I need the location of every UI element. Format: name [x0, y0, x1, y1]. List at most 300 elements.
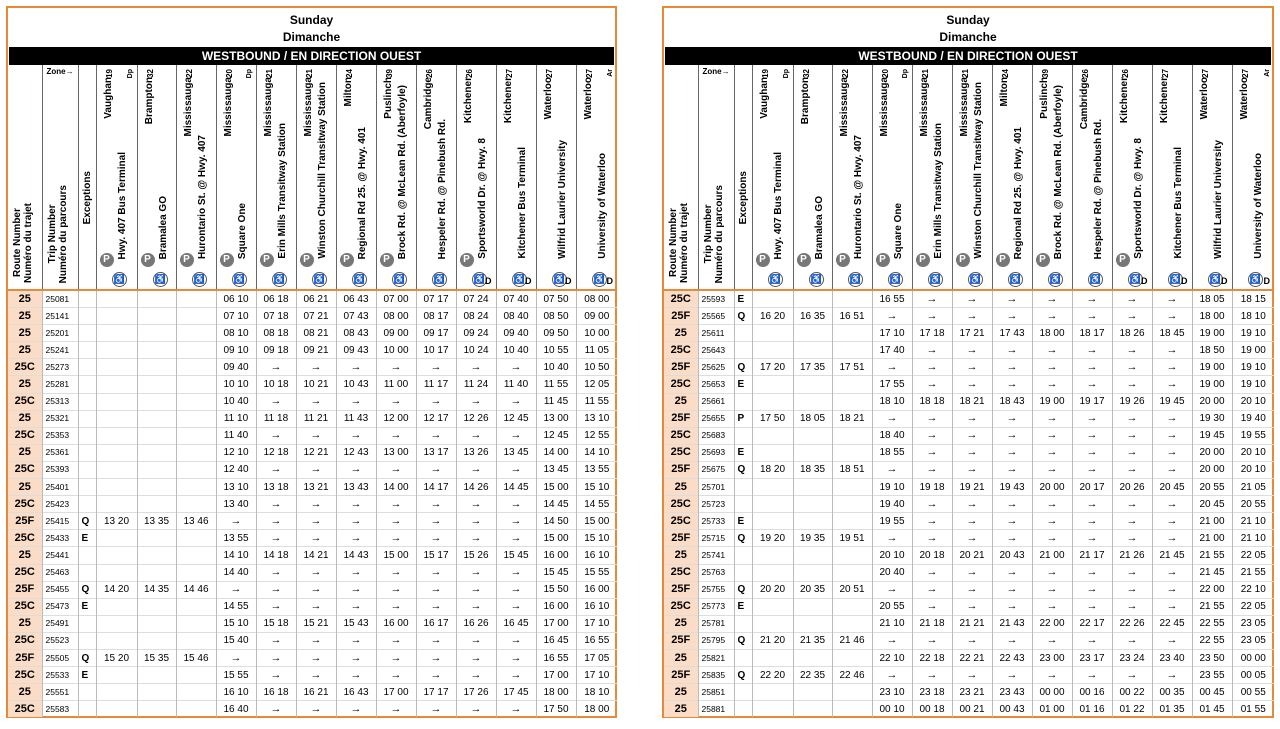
route-cell: 25C	[664, 598, 698, 615]
time-cell	[793, 496, 832, 513]
stop-zone: 24	[344, 69, 354, 78]
time-cell: 06 43	[336, 290, 376, 308]
time-cell: 18 21	[952, 393, 992, 410]
exception-cell	[78, 564, 96, 581]
trip-cell: 25533	[42, 667, 78, 684]
time-cell: 18 00	[1032, 325, 1072, 342]
time-cell	[96, 615, 137, 632]
time-cell: 00 21	[952, 701, 992, 718]
stop-header	[1152, 65, 1192, 290]
time-cell: 15 20	[96, 649, 137, 666]
route-cell: 25C	[664, 342, 698, 359]
stop-icons	[100, 253, 138, 287]
trip-cell: 25441	[42, 547, 78, 564]
time-cell: 10 00	[376, 342, 416, 359]
time-cell: 14 00	[376, 479, 416, 496]
time-cell: 17 26	[456, 684, 496, 701]
express-arrow-cell: →	[296, 632, 336, 649]
express-arrow-cell: →	[1072, 564, 1112, 581]
exception-cell	[78, 308, 96, 325]
time-cell: 07 43	[336, 308, 376, 325]
express-arrow-cell: →	[952, 410, 992, 427]
stop-name: Hurontario St. @ Hwy. 407	[852, 134, 864, 259]
express-arrow-cell: →	[952, 530, 992, 547]
time-cell	[96, 325, 137, 342]
time-cell	[752, 615, 793, 632]
express-arrow-cell: →	[992, 342, 1032, 359]
accessible-icon: ♿	[809, 272, 824, 287]
time-cell: 21 55	[1232, 564, 1274, 581]
express-arrow-cell: →	[1032, 598, 1072, 615]
time-cell: 18 21	[832, 410, 872, 427]
stop-city: Vaughan	[758, 77, 770, 119]
express-arrow-cell: →	[912, 496, 952, 513]
stop-name: Kitchener Bus Terminal	[516, 147, 528, 259]
time-cell: 16 00	[376, 615, 416, 632]
stop-zone: 22	[184, 69, 194, 78]
express-arrow-cell: →	[1112, 461, 1152, 478]
stop-city: Puslinch	[382, 77, 394, 119]
route-cell: 25C	[664, 290, 698, 308]
express-arrow-cell: →	[456, 632, 496, 649]
accessible-icon: ♿	[968, 272, 983, 287]
time-cell	[137, 393, 176, 410]
express-arrow-cell: →	[296, 598, 336, 615]
time-cell: 16 55	[576, 632, 617, 649]
express-arrow-cell: →	[1152, 461, 1192, 478]
trip-cell: 25313	[42, 393, 78, 410]
time-cell: 01 22	[1112, 701, 1152, 718]
express-arrow-cell: →	[456, 649, 496, 666]
route-cell: 25	[8, 547, 42, 564]
time-cell: 15 40	[216, 632, 256, 649]
stop-header	[416, 65, 456, 290]
time-cell	[752, 444, 793, 461]
time-cell: 22 10	[1232, 581, 1274, 598]
time-cell: 22 21	[952, 649, 992, 666]
time-cell: 19 20	[752, 530, 793, 547]
time-cell: 19 35	[793, 530, 832, 547]
express-arrow-cell: →	[992, 308, 1032, 325]
route-cell: 25	[8, 684, 42, 701]
express-arrow-cell: →	[1072, 632, 1112, 649]
express-arrow-cell: →	[496, 530, 536, 547]
stop-name: Brock Rd. @ McLean Rd. (Aberfoyle)	[1052, 84, 1064, 259]
stop-zone: 21	[264, 69, 274, 78]
exception-cell	[78, 290, 96, 308]
time-cell	[137, 530, 176, 547]
time-cell: 07 00	[376, 290, 416, 308]
time-cell: 22 35	[793, 667, 832, 684]
table-row	[664, 598, 1274, 615]
time-cell: 21 43	[992, 615, 1032, 632]
express-arrow-cell: →	[872, 632, 912, 649]
time-cell: 14 10	[216, 547, 256, 564]
stop-header	[376, 65, 416, 290]
stop-zone: 39	[1040, 69, 1050, 78]
express-arrow-cell: →	[992, 667, 1032, 684]
stop-name: Regional Rd 25. @ Hwy. 401	[1012, 126, 1024, 259]
time-cell: 08 17	[416, 308, 456, 325]
exception-cell	[734, 701, 752, 718]
time-cell	[96, 427, 137, 444]
time-cell: 20 17	[1072, 479, 1112, 496]
time-cell: 15 46	[176, 649, 216, 666]
time-cell: 15 00	[536, 479, 576, 496]
stop-city: Waterloo	[1198, 77, 1210, 120]
express-arrow-cell: →	[1032, 667, 1072, 684]
time-cell: 23 18	[912, 684, 952, 701]
express-arrow-cell: →	[1152, 290, 1192, 308]
time-cell: 01 00	[1032, 701, 1072, 718]
express-arrow-cell: →	[1112, 598, 1152, 615]
time-cell	[176, 308, 216, 325]
exceptions-header	[734, 65, 752, 290]
time-cell	[793, 325, 832, 342]
time-cell	[96, 496, 137, 513]
time-cell: 16 26	[456, 615, 496, 632]
time-cell: 13 00	[376, 444, 416, 461]
time-cell: 09 10	[216, 342, 256, 359]
express-arrow-cell: →	[872, 308, 912, 325]
time-cell: 13 20	[96, 513, 137, 530]
stop-name: Wilfrid Laurier University	[556, 140, 568, 259]
route-cell: 25	[8, 444, 42, 461]
stop-icons	[1076, 269, 1113, 287]
express-arrow-cell: →	[416, 393, 456, 410]
time-cell: 14 43	[336, 547, 376, 564]
stop-city: Mississauga	[262, 77, 274, 137]
stop-header	[872, 65, 912, 290]
express-arrow-cell: →	[336, 564, 376, 581]
stop-city: Kitchener	[1158, 77, 1170, 124]
time-cell: 16 00	[576, 581, 617, 598]
express-arrow-cell: →	[336, 393, 376, 410]
time-cell: 06 18	[256, 290, 296, 308]
stop-name: Bramalea GO	[157, 195, 169, 259]
trip-cell: 25763	[698, 564, 734, 581]
express-arrow-cell: →	[952, 632, 992, 649]
time-cell	[176, 461, 216, 478]
stop-icons	[1036, 253, 1073, 287]
express-arrow-cell: →	[872, 581, 912, 598]
express-arrow-cell: →	[952, 496, 992, 513]
express-arrow-cell: →	[456, 359, 496, 376]
time-cell	[96, 410, 137, 427]
express-arrow-cell: →	[952, 376, 992, 393]
stop-zone: 20	[880, 69, 890, 78]
express-arrow-cell: →	[992, 461, 1032, 478]
time-cell	[793, 615, 832, 632]
express-arrow-cell: →	[456, 427, 496, 444]
time-cell	[752, 598, 793, 615]
time-cell: 13 10	[216, 479, 256, 496]
time-cell: 08 21	[296, 325, 336, 342]
route-label-fr: Numéro du trajet	[679, 202, 690, 283]
stop-zone: 24	[1000, 69, 1010, 78]
time-cell: 09 40	[496, 325, 536, 342]
time-cell: 11 40	[216, 427, 256, 444]
time-cell: 14 40	[216, 564, 256, 581]
time-cell: 19 00	[1192, 325, 1232, 342]
time-cell	[137, 410, 176, 427]
express-arrow-cell: →	[456, 598, 496, 615]
trip-cell: 25551	[42, 684, 78, 701]
time-cell: 08 43	[336, 325, 376, 342]
trip-cell: 25661	[698, 393, 734, 410]
time-cell: 20 20	[752, 581, 793, 598]
time-cell	[752, 479, 793, 496]
stop-zone: 27	[1200, 69, 1210, 78]
express-arrow-cell: →	[336, 667, 376, 684]
time-cell: 17 00	[536, 667, 576, 684]
time-cell: 06 10	[216, 290, 256, 308]
trip-cell: 25281	[42, 376, 78, 393]
time-cell: 18 10	[872, 393, 912, 410]
time-cell: 21 35	[793, 632, 832, 649]
time-cell: 23 55	[1192, 667, 1232, 684]
time-cell: 16 40	[216, 701, 256, 718]
time-cell: 16 21	[296, 684, 336, 701]
express-arrow-cell: →	[952, 598, 992, 615]
time-cell: 19 10	[872, 479, 912, 496]
time-cell: 14 00	[536, 444, 576, 461]
express-arrow-cell: →	[1072, 342, 1112, 359]
header-row	[8, 65, 617, 290]
express-arrow-cell: →	[912, 461, 952, 478]
time-cell: 19 45	[1192, 427, 1232, 444]
exception-cell	[734, 342, 752, 359]
express-arrow-cell: →	[992, 632, 1032, 649]
express-arrow-cell: →	[1112, 564, 1152, 581]
stop-city: Waterloo	[1238, 77, 1250, 120]
parking-icon: P	[916, 253, 930, 267]
time-cell: 20 00	[1192, 444, 1232, 461]
time-cell	[137, 564, 176, 581]
time-cell: 17 50	[536, 701, 576, 718]
time-cell	[96, 444, 137, 461]
stop-dp-ar: Dp	[782, 69, 790, 79]
time-cell: 07 24	[456, 290, 496, 308]
time-cell: 22 00	[1192, 581, 1232, 598]
time-cell: 21 10	[1232, 530, 1274, 547]
table-row	[8, 479, 617, 496]
time-cell: 17 00	[536, 615, 576, 632]
stop-icons	[420, 269, 457, 287]
time-cell: 11 10	[216, 410, 256, 427]
express-arrow-cell: →	[376, 427, 416, 444]
stop-city: Milton	[342, 77, 354, 107]
table-row	[664, 325, 1274, 342]
express-arrow-cell: →	[1072, 308, 1112, 325]
time-cell: 20 43	[992, 547, 1032, 564]
drop-off-only-mark: D	[1181, 276, 1188, 286]
time-cell: 17 45	[496, 684, 536, 701]
stop-name: Winston Churchill Transitway Station	[316, 82, 328, 259]
time-cell	[137, 461, 176, 478]
route-cell: 25C	[664, 564, 698, 581]
parking-icon: P	[300, 253, 314, 267]
trip-cell: 25733	[698, 513, 734, 530]
exception-cell	[78, 547, 96, 564]
time-cell: 09 24	[456, 325, 496, 342]
time-cell: 22 17	[1072, 615, 1112, 632]
time-cell	[793, 513, 832, 530]
trip-cell: 25773	[698, 598, 734, 615]
stop-icons	[956, 253, 993, 287]
stop-icons	[180, 253, 217, 287]
time-cell: 11 55	[576, 393, 617, 410]
stop-icons	[836, 253, 873, 287]
express-arrow-cell: →	[376, 564, 416, 581]
express-arrow-cell: →	[1152, 667, 1192, 684]
time-cell: 14 35	[137, 581, 176, 598]
express-arrow-cell: →	[912, 376, 952, 393]
express-arrow-cell: →	[1032, 359, 1072, 376]
schedule-panel-right	[662, 6, 1274, 718]
time-cell: 20 10	[872, 547, 912, 564]
time-cell	[832, 564, 872, 581]
time-cell	[96, 547, 137, 564]
table-row	[664, 530, 1274, 547]
stop-header	[176, 65, 216, 290]
express-arrow-cell: →	[416, 427, 456, 444]
express-arrow-cell: →	[1112, 667, 1152, 684]
day-fr: Dimanche	[282, 30, 341, 44]
express-arrow-cell: →	[336, 530, 376, 547]
time-cell	[793, 393, 832, 410]
time-cell	[96, 342, 137, 359]
time-cell	[832, 649, 872, 666]
express-arrow-cell: →	[496, 564, 536, 581]
time-cell	[176, 410, 216, 427]
express-arrow-cell: →	[912, 564, 952, 581]
trip-cell: 25401	[42, 479, 78, 496]
stop-zone: 26	[1120, 69, 1130, 78]
time-cell	[137, 444, 176, 461]
table-row	[8, 342, 617, 359]
table-row	[664, 632, 1274, 649]
express-arrow-cell: →	[992, 376, 1032, 393]
time-cell	[137, 632, 176, 649]
exception-cell: Q	[734, 461, 752, 478]
table-row	[664, 427, 1274, 444]
stop-dp-ar: Dp	[901, 69, 909, 79]
trip-label-en: Trip Number	[702, 204, 714, 264]
express-arrow-cell: →	[952, 461, 992, 478]
time-cell: 16 55	[536, 649, 576, 666]
table-row	[664, 479, 1274, 496]
route-cell: 25	[664, 615, 698, 632]
stop-header	[992, 65, 1032, 290]
time-cell: 08 10	[216, 325, 256, 342]
trip-cell: 25565	[698, 308, 734, 325]
time-cell	[832, 513, 872, 530]
accessible-icon: ♿	[432, 272, 447, 287]
route-cell: 25	[664, 479, 698, 496]
stop-name: Hespeler Rd. @ Pinebush Rd.	[436, 118, 448, 259]
express-arrow-cell: →	[1032, 530, 1072, 547]
stop-city: Mississauga	[918, 77, 930, 137]
route-cell: 25	[664, 547, 698, 564]
express-arrow-cell: →	[1072, 598, 1112, 615]
time-cell: 09 43	[336, 342, 376, 359]
time-cell: 16 45	[496, 615, 536, 632]
express-arrow-cell: →	[296, 496, 336, 513]
time-cell	[137, 290, 176, 308]
trip-label-fr: Numéro du parcours	[57, 184, 69, 283]
drop-off-only-mark: D	[565, 276, 572, 286]
stop-header	[1232, 65, 1274, 290]
time-cell	[176, 684, 216, 701]
time-cell	[137, 427, 176, 444]
parking-icon: P	[1116, 253, 1130, 267]
trip-cell: 25755	[698, 581, 734, 598]
time-cell	[96, 530, 137, 547]
stop-name: University of Waterloo	[596, 153, 608, 259]
express-arrow-cell: →	[296, 530, 336, 547]
day-header	[8, 8, 615, 47]
time-cell: 07 40	[496, 290, 536, 308]
exception-cell: Q	[734, 530, 752, 547]
exception-cell: Q	[734, 359, 752, 376]
stop-icons	[380, 253, 417, 287]
express-arrow-cell: →	[296, 461, 336, 478]
time-cell: 19 00	[1232, 342, 1274, 359]
exception-cell	[734, 393, 752, 410]
time-cell: 21 05	[1232, 479, 1274, 496]
time-cell: 10 18	[256, 376, 296, 393]
time-cell: 13 17	[416, 444, 456, 461]
express-arrow-cell: →	[256, 564, 296, 581]
time-cell	[752, 342, 793, 359]
exception-cell	[78, 359, 96, 376]
express-arrow-cell: →	[1152, 376, 1192, 393]
time-cell	[176, 393, 216, 410]
exception-cell	[734, 479, 752, 496]
stop-name: Sportsworld Dr. @ Hwy. 8	[476, 138, 488, 259]
express-arrow-cell: →	[872, 461, 912, 478]
time-cell	[96, 667, 137, 684]
time-cell: 19 30	[1192, 410, 1232, 427]
express-arrow-cell: →	[376, 701, 416, 718]
time-cell: 23 40	[1152, 649, 1192, 666]
time-cell: 14 18	[256, 547, 296, 564]
stop-zone: 27	[544, 69, 554, 78]
route-cell: 25	[664, 684, 698, 701]
express-arrow-cell: →	[912, 342, 952, 359]
exception-cell	[78, 496, 96, 513]
time-cell	[752, 325, 793, 342]
express-arrow-cell: →	[256, 701, 296, 718]
express-arrow-cell: →	[496, 598, 536, 615]
time-cell	[96, 290, 137, 308]
time-cell: 07 10	[216, 308, 256, 325]
express-arrow-cell: →	[912, 530, 952, 547]
stop-header	[1112, 65, 1152, 290]
route-cell: 25F	[664, 410, 698, 427]
time-cell: 19 00	[1192, 359, 1232, 376]
express-arrow-cell: →	[496, 461, 536, 478]
stop-zone: 27	[1240, 69, 1250, 78]
time-cell: 18 05	[793, 410, 832, 427]
time-cell: 15 18	[256, 615, 296, 632]
time-cell	[137, 496, 176, 513]
time-cell	[137, 359, 176, 376]
route-cell: 25	[664, 649, 698, 666]
table-row	[8, 427, 617, 444]
express-arrow-cell: →	[1072, 496, 1112, 513]
